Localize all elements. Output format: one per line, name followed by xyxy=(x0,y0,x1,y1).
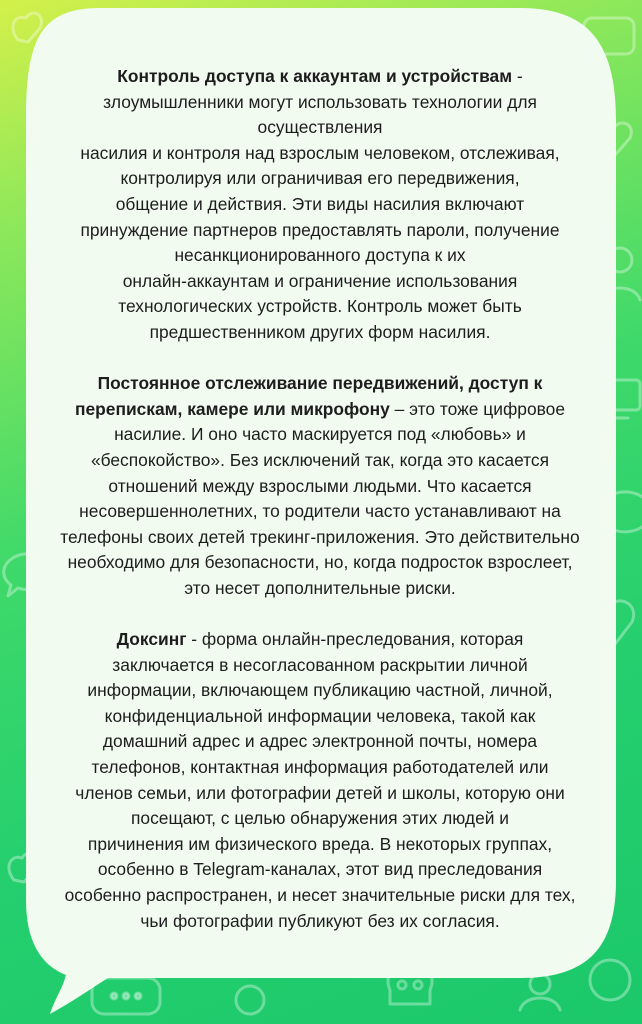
text-segment: необходимо для безопасности, но, когда подросток взрослеет, xyxy=(67,552,573,573)
text-line xyxy=(50,909,590,935)
text-segment: это несет дополнительные риски. xyxy=(184,577,456,598)
text-segment: домашний адрес и адрес электронной почты, номера xyxy=(102,731,538,752)
text-line xyxy=(50,294,590,320)
text-segment: несанкционированного доступа к их xyxy=(174,245,466,266)
text-line xyxy=(50,499,590,525)
text-line xyxy=(50,883,590,909)
text-line xyxy=(50,397,590,423)
paragraph-3 xyxy=(50,627,590,934)
text-segment: заключается в несогласованном раскрытии личной xyxy=(112,654,528,675)
text-segment: посещают, с целью обнаружения этих людей и xyxy=(131,808,509,829)
text-segment: телефоны своих детей трекинг-приложения. Это действительно xyxy=(60,526,580,547)
text-segment: информации, включающем публикацию частной, личной, xyxy=(87,680,553,701)
article-text xyxy=(50,64,590,934)
text-segment: злоумышленники могут использовать технологии для xyxy=(103,91,537,112)
text-line xyxy=(50,243,590,269)
text-segment: «беспокойство». Без исключений так, когда это касается xyxy=(90,449,550,470)
text-segment: насилия и контроля над взрослым человеком, отслеживая, xyxy=(80,142,560,163)
text-line xyxy=(50,857,590,883)
bold-text-segment: Постоянное отслеживание передвижений, доступ к xyxy=(97,373,543,394)
text-line xyxy=(50,141,590,167)
text-line xyxy=(50,320,590,346)
text-segment: особенно в Telegram-каналах, этот вид преследования xyxy=(97,859,543,880)
text-line xyxy=(50,64,590,90)
text-segment: осуществления xyxy=(257,117,383,138)
text-segment: - xyxy=(512,66,523,86)
text-segment: контролируя или ограничивая его передвижения, xyxy=(120,168,520,189)
text-line xyxy=(50,704,590,730)
text-segment: технологических устройств. Контроль может быть xyxy=(118,296,522,317)
text-segment: насилие. И оно часто маскируется под «любовь» и xyxy=(114,424,526,445)
text-segment: причинения им физического вреда. В некоторых группах, xyxy=(87,833,553,854)
text-line xyxy=(50,371,590,397)
text-segment: онлайн-аккаунтам и ограничение использования xyxy=(122,270,518,291)
paragraph-2 xyxy=(50,371,590,601)
text-line xyxy=(50,192,590,218)
text-line xyxy=(50,90,590,116)
paragraph-1 xyxy=(50,64,590,346)
text-line xyxy=(50,576,590,602)
text-segment: конфиденциальной информации человека, такой как xyxy=(104,705,536,726)
bold-text-segment: Контроль доступа к аккаунтам и устройствам xyxy=(117,66,513,86)
text-segment: - форма онлайн-преследования, которая xyxy=(186,629,524,650)
bold-text-segment: Доксинг xyxy=(116,629,187,650)
text-line xyxy=(50,678,590,704)
text-segment: отношений между взрослыми людьми. Что касается xyxy=(108,475,532,496)
text-line xyxy=(50,269,590,295)
text-line xyxy=(50,474,590,500)
text-line xyxy=(50,218,590,244)
text-segment: особенно распространен, и несет значительные риски для тех, xyxy=(64,885,576,905)
text-line xyxy=(50,729,590,755)
text-line xyxy=(50,115,590,141)
text-segment: членов семьи, или фотографии детей и школы, которую они xyxy=(75,782,565,803)
text-line xyxy=(50,806,590,832)
text-line xyxy=(50,832,590,858)
text-line xyxy=(50,166,590,192)
text-line xyxy=(50,550,590,576)
text-segment: предшественником других форм насилия. xyxy=(149,321,491,342)
text-line xyxy=(50,653,590,679)
text-line xyxy=(50,448,590,474)
text-segment: телефонов, контактная информация работодателей или xyxy=(91,757,549,778)
text-segment: принуждение партнеров предоставлять пароли, получение xyxy=(80,219,560,240)
text-segment: – это тоже цифровое xyxy=(389,398,566,419)
text-line xyxy=(50,525,590,551)
bold-text-segment: перепискам, камере или микрофону xyxy=(74,398,390,419)
text-line xyxy=(50,755,590,781)
text-segment: несовершеннолетних, то родители часто устанавливают на xyxy=(79,501,561,522)
text-line xyxy=(50,781,590,807)
text-line xyxy=(50,627,590,653)
text-segment: чьи фотографии публикуют без их согласия. xyxy=(140,910,500,931)
text-line xyxy=(50,422,590,448)
text-segment: общение и действия. Эти виды насилия включают xyxy=(115,193,525,214)
